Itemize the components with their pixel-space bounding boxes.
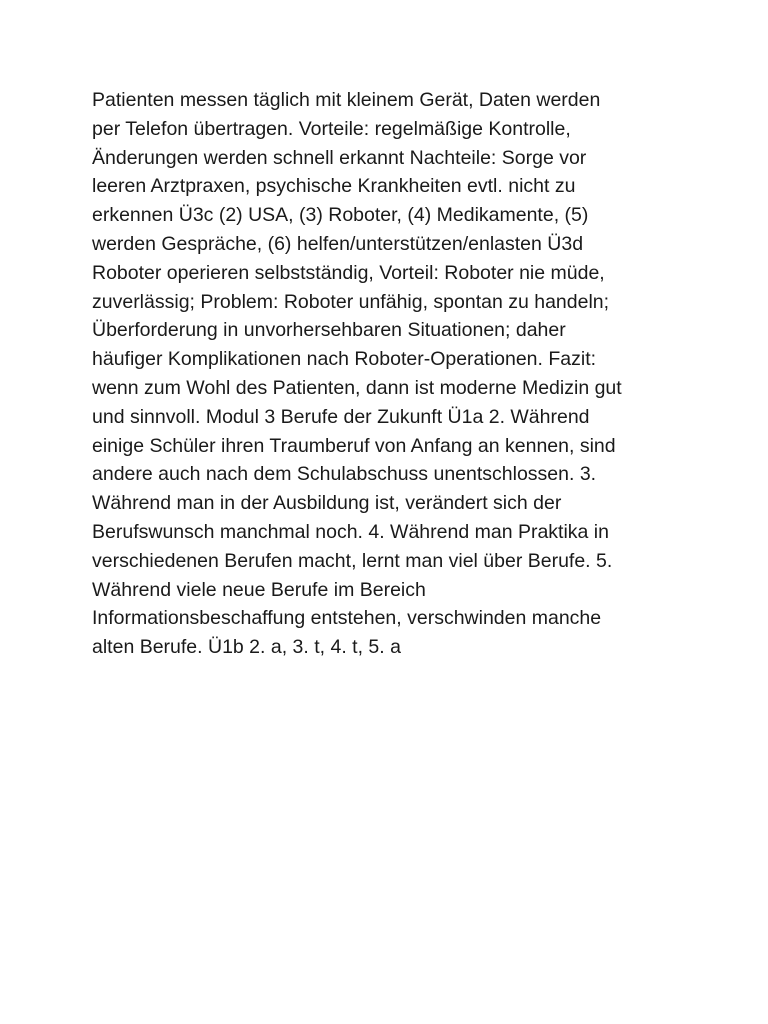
text-line: erkennen Ü3c (2) USA, (3) Roboter, (4) Medikamente, (5) [92,204,589,227]
text-line: per Telefon übertragen. Vorteile: regelmäßige Kontrolle, [92,117,571,140]
text-line: leeren Arztpraxen, psychische Krankheiten evtl. nicht zu [92,175,576,198]
text-line: Während viele neue Berufe im Bereich [92,578,426,601]
text-line: Überforderung in unvorhersehbaren Situationen; daher [92,319,566,342]
text-line: Während man in der Ausbildung ist, verändert sich der [92,492,562,515]
text-line: Informationsbeschaffung entstehen, verschwinden manche [92,607,602,630]
text-line: Roboter operieren selbstständig, Vorteil: Roboter nie müde, [92,261,605,284]
text-line: Patienten messen täglich mit kleinem Gerät, Daten werden [92,89,601,111]
body-text [92,86,692,662]
text-line: alten Berufe. Ü1b 2. a, 3. t, 4. t, 5. a [92,636,401,659]
text-line: und sinnvoll. Modul 3 Berufe der Zukunft Ü1a 2. Während [92,405,590,428]
text-line: werden Gespräche, (6) helfen/unterstützen/enlasten Ü3d [92,232,584,255]
text-line: Berufswunsch manchmal noch. 4. Während man Praktika in [92,520,609,543]
text-line: verschiedenen Berufen macht, lernt man viel über Berufe. 5. [92,549,613,572]
text-line: Änderungen werden schnell erkannt Nachteile: Sorge vor [92,146,587,169]
text-line: häufiger Komplikationen nach Roboter-Operationen. Fazit: [92,348,597,371]
text-line: einige Schüler ihren Traumberuf von Anfang an kennen, sind [92,434,616,457]
text-line: wenn zum Wohl des Patienten, dann ist moderne Medizin gut [92,376,622,399]
text-line: zuverlässig; Problem: Roboter unfähig, spontan zu handeln; [92,290,610,313]
text-line: andere auch nach dem Schulabschuss unentschlossen. 3. [92,463,597,486]
